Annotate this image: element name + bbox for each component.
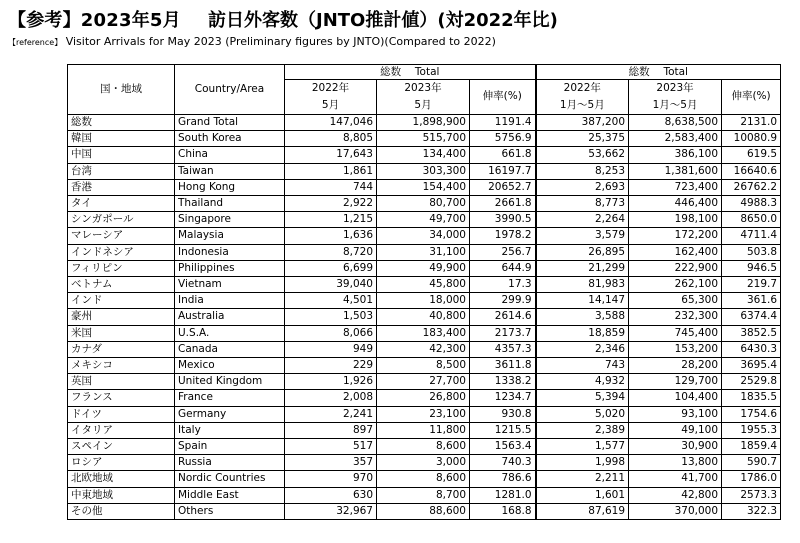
report-main-title: 訪日外客数（JNTO推計値）(対2022年比) xyxy=(208,10,558,31)
month-growth-cell: 1338.2 xyxy=(470,374,536,390)
month-2022-cell: 2,008 xyxy=(285,390,377,406)
ytd-2022-cell: 1,577 xyxy=(536,439,629,455)
month-2022-cell: 1,861 xyxy=(285,163,377,179)
month-2023-cell: 49,900 xyxy=(377,260,470,276)
report-subtitle xyxy=(8,35,496,48)
month-2023-cell: 154,400 xyxy=(377,179,470,195)
header-2023-ytd-range: 1月～5月 xyxy=(629,97,722,115)
ytd-2023-cell: 1,381,600 xyxy=(629,163,722,179)
month-growth-cell: 1978.2 xyxy=(470,228,536,244)
country-en-cell: Vietnam xyxy=(175,277,285,293)
ytd-2023-cell: 28,200 xyxy=(629,358,722,374)
header-2022-ytd-year: 2022年 xyxy=(536,80,629,98)
subtitle-text: Visitor Arrivals for May 2023 (Preliminary figures by JNTO)(Compared to 2022) xyxy=(65,35,496,48)
country-en-cell: Indonesia xyxy=(175,244,285,260)
month-growth-cell: 168.8 xyxy=(470,503,536,519)
header-2023-month-year: 2023年 xyxy=(377,80,470,98)
region-jp-cell: 中東地域 xyxy=(68,487,175,503)
region-jp-cell: スペイン xyxy=(68,439,175,455)
region-jp-cell: インドネシア xyxy=(68,244,175,260)
month-2022-cell: 517 xyxy=(285,439,377,455)
ytd-2023-cell: 129,700 xyxy=(629,374,722,390)
table-row xyxy=(68,309,781,325)
month-2022-cell: 1,215 xyxy=(285,212,377,228)
table-row xyxy=(68,260,781,276)
month-2022-cell: 6,699 xyxy=(285,260,377,276)
table-row xyxy=(68,455,781,471)
month-2022-cell: 8,720 xyxy=(285,244,377,260)
month-2022-cell: 8,066 xyxy=(285,325,377,341)
ytd-2022-cell: 21,299 xyxy=(536,260,629,276)
header-growth-ytd: 伸率(%) xyxy=(722,80,781,115)
table-row xyxy=(68,406,781,422)
ytd-2022-cell: 4,932 xyxy=(536,374,629,390)
month-growth-cell: 4357.3 xyxy=(470,341,536,357)
ytd-2023-cell: 262,100 xyxy=(629,277,722,293)
ytd-2023-cell: 723,400 xyxy=(629,179,722,195)
table-row xyxy=(68,244,781,260)
country-en-cell: Australia xyxy=(175,309,285,325)
ytd-growth-cell: 219.7 xyxy=(722,277,781,293)
ytd-growth-cell: 1754.6 xyxy=(722,406,781,422)
region-jp-cell: フランス xyxy=(68,390,175,406)
table-row xyxy=(68,212,781,228)
ytd-growth-cell: 6430.3 xyxy=(722,341,781,357)
region-jp-cell: 北欧地域 xyxy=(68,471,175,487)
report-date-title: 【参考】2023年5月 xyxy=(8,10,181,31)
country-en-cell: Italy xyxy=(175,422,285,438)
region-jp-cell: ロシア xyxy=(68,455,175,471)
table-row xyxy=(68,374,781,390)
country-en-cell: Philippines xyxy=(175,260,285,276)
country-en-cell: China xyxy=(175,147,285,163)
header-2023-ytd-year: 2023年 xyxy=(629,80,722,98)
month-growth-cell: 1215.5 xyxy=(470,422,536,438)
month-2023-cell: 8,500 xyxy=(377,358,470,374)
month-growth-cell: 299.9 xyxy=(470,293,536,309)
month-2023-cell: 23,100 xyxy=(377,406,470,422)
region-jp-cell: インド xyxy=(68,293,175,309)
country-en-cell: U.S.A. xyxy=(175,325,285,341)
month-2023-cell: 34,000 xyxy=(377,228,470,244)
month-2022-cell: 39,040 xyxy=(285,277,377,293)
ytd-2022-cell: 2,346 xyxy=(536,341,629,357)
region-jp-cell: カナダ xyxy=(68,341,175,357)
country-en-cell: Mexico xyxy=(175,358,285,374)
table-row xyxy=(68,147,781,163)
ytd-2023-cell: 172,200 xyxy=(629,228,722,244)
table-row xyxy=(68,131,781,147)
table-row xyxy=(68,277,781,293)
region-jp-cell: イタリア xyxy=(68,422,175,438)
ytd-growth-cell: 8650.0 xyxy=(722,212,781,228)
month-growth-cell: 16197.7 xyxy=(470,163,536,179)
region-jp-cell: その他 xyxy=(68,503,175,519)
ytd-2023-cell: 232,300 xyxy=(629,309,722,325)
ytd-2023-cell: 42,800 xyxy=(629,487,722,503)
region-jp-cell: マレーシア xyxy=(68,228,175,244)
ytd-2022-cell: 743 xyxy=(536,358,629,374)
month-2022-cell: 630 xyxy=(285,487,377,503)
month-growth-cell: 661.8 xyxy=(470,147,536,163)
month-2023-cell: 49,700 xyxy=(377,212,470,228)
month-2023-cell: 11,800 xyxy=(377,422,470,438)
ytd-2023-cell: 30,900 xyxy=(629,439,722,455)
ytd-growth-cell: 2573.3 xyxy=(722,487,781,503)
country-en-cell: Russia xyxy=(175,455,285,471)
header-2022-month: 5月 xyxy=(285,97,377,115)
ytd-growth-cell: 619.5 xyxy=(722,147,781,163)
region-jp-cell: 中国 xyxy=(68,147,175,163)
reference-tag: 【reference】 xyxy=(8,38,63,47)
month-growth-cell: 2614.6 xyxy=(470,309,536,325)
ytd-2023-cell: 65,300 xyxy=(629,293,722,309)
month-2023-cell: 8,600 xyxy=(377,439,470,455)
header-group-ytd: 総数 Total xyxy=(536,65,781,80)
month-growth-cell: 3990.5 xyxy=(470,212,536,228)
ytd-2023-cell: 8,638,500 xyxy=(629,115,722,131)
ytd-2022-cell: 26,895 xyxy=(536,244,629,260)
ytd-2022-cell: 387,200 xyxy=(536,115,629,131)
month-2023-cell: 8,600 xyxy=(377,471,470,487)
ytd-2023-cell: 153,200 xyxy=(629,341,722,357)
month-2022-cell: 1,926 xyxy=(285,374,377,390)
month-2023-cell: 42,300 xyxy=(377,341,470,357)
region-jp-cell: 米国 xyxy=(68,325,175,341)
ytd-2022-cell: 1,601 xyxy=(536,487,629,503)
ytd-growth-cell: 361.6 xyxy=(722,293,781,309)
ytd-2022-cell: 18,859 xyxy=(536,325,629,341)
ytd-2023-cell: 41,700 xyxy=(629,471,722,487)
month-2023-cell: 18,000 xyxy=(377,293,470,309)
month-2023-cell: 8,700 xyxy=(377,487,470,503)
month-2022-cell: 897 xyxy=(285,422,377,438)
month-2023-cell: 183,400 xyxy=(377,325,470,341)
table-row xyxy=(68,196,781,212)
month-2022-cell: 1,503 xyxy=(285,309,377,325)
country-en-cell: Singapore xyxy=(175,212,285,228)
table-row xyxy=(68,358,781,374)
ytd-growth-cell: 6374.4 xyxy=(722,309,781,325)
region-jp-cell: 総数 xyxy=(68,115,175,131)
table-row xyxy=(68,390,781,406)
month-2022-cell: 357 xyxy=(285,455,377,471)
ytd-2022-cell: 5,394 xyxy=(536,390,629,406)
month-2022-cell: 8,805 xyxy=(285,131,377,147)
ytd-2022-cell: 81,983 xyxy=(536,277,629,293)
month-2023-cell: 80,700 xyxy=(377,196,470,212)
ytd-2023-cell: 162,400 xyxy=(629,244,722,260)
month-growth-cell: 2173.7 xyxy=(470,325,536,341)
month-growth-cell: 17.3 xyxy=(470,277,536,293)
month-growth-cell: 644.9 xyxy=(470,260,536,276)
ytd-growth-cell: 1786.0 xyxy=(722,471,781,487)
ytd-2022-cell: 87,619 xyxy=(536,503,629,519)
month-2022-cell: 1,636 xyxy=(285,228,377,244)
ytd-growth-cell: 1859.4 xyxy=(722,439,781,455)
ytd-growth-cell: 946.5 xyxy=(722,260,781,276)
ytd-2023-cell: 13,800 xyxy=(629,455,722,471)
month-2023-cell: 1,898,900 xyxy=(377,115,470,131)
country-en-cell: Others xyxy=(175,503,285,519)
month-2023-cell: 26,800 xyxy=(377,390,470,406)
region-jp-cell: メキシコ xyxy=(68,358,175,374)
ytd-2022-cell: 14,147 xyxy=(536,293,629,309)
region-jp-cell: 台湾 xyxy=(68,163,175,179)
ytd-2022-cell: 8,773 xyxy=(536,196,629,212)
month-2022-cell: 229 xyxy=(285,358,377,374)
header-region-jp: 国・地域 xyxy=(68,65,175,115)
month-2022-cell: 17,643 xyxy=(285,147,377,163)
ytd-growth-cell: 322.3 xyxy=(722,503,781,519)
region-jp-cell: タイ xyxy=(68,196,175,212)
ytd-2022-cell: 2,389 xyxy=(536,422,629,438)
country-en-cell: Malaysia xyxy=(175,228,285,244)
table-row xyxy=(68,503,781,519)
country-en-cell: Taiwan xyxy=(175,163,285,179)
ytd-growth-cell: 4988.3 xyxy=(722,196,781,212)
country-en-cell: Nordic Countries xyxy=(175,471,285,487)
month-2022-cell: 2,241 xyxy=(285,406,377,422)
month-2023-cell: 515,700 xyxy=(377,131,470,147)
ytd-2023-cell: 198,100 xyxy=(629,212,722,228)
ytd-2022-cell: 53,662 xyxy=(536,147,629,163)
header-2022-ytd-range: 1月～5月 xyxy=(536,97,629,115)
month-growth-cell: 1234.7 xyxy=(470,390,536,406)
month-growth-cell: 930.8 xyxy=(470,406,536,422)
country-en-cell: Spain xyxy=(175,439,285,455)
month-growth-cell: 1563.4 xyxy=(470,439,536,455)
table-row xyxy=(68,325,781,341)
ytd-2023-cell: 93,100 xyxy=(629,406,722,422)
month-2022-cell: 4,501 xyxy=(285,293,377,309)
ytd-2023-cell: 446,400 xyxy=(629,196,722,212)
ytd-2022-cell: 3,588 xyxy=(536,309,629,325)
header-2023-month: 5月 xyxy=(377,97,470,115)
table-row xyxy=(68,471,781,487)
ytd-2023-cell: 745,400 xyxy=(629,325,722,341)
month-2022-cell: 147,046 xyxy=(285,115,377,131)
month-growth-cell: 256.7 xyxy=(470,244,536,260)
region-jp-cell: フィリピン xyxy=(68,260,175,276)
ytd-growth-cell: 590.7 xyxy=(722,455,781,471)
region-jp-cell: 香港 xyxy=(68,179,175,195)
region-jp-cell: 豪州 xyxy=(68,309,175,325)
table-row xyxy=(68,439,781,455)
month-growth-cell: 1191.4 xyxy=(470,115,536,131)
ytd-growth-cell: 3695.4 xyxy=(722,358,781,374)
region-jp-cell: 韓国 xyxy=(68,131,175,147)
table-body xyxy=(68,115,781,520)
header-country-en: Country/Area xyxy=(175,65,285,115)
ytd-2023-cell: 370,000 xyxy=(629,503,722,519)
ytd-growth-cell: 2131.0 xyxy=(722,115,781,131)
table-row xyxy=(68,115,781,131)
month-2023-cell: 45,800 xyxy=(377,277,470,293)
header-group-month: 総数 Total xyxy=(285,65,536,80)
month-2022-cell: 2,922 xyxy=(285,196,377,212)
region-jp-cell: ドイツ xyxy=(68,406,175,422)
header-2022-month-year: 2022年 xyxy=(285,80,377,98)
ytd-growth-cell: 1955.3 xyxy=(722,422,781,438)
ytd-2023-cell: 386,100 xyxy=(629,147,722,163)
ytd-2022-cell: 8,253 xyxy=(536,163,629,179)
table-row xyxy=(68,487,781,503)
table-row xyxy=(68,163,781,179)
ytd-2022-cell: 2,211 xyxy=(536,471,629,487)
month-growth-cell: 20652.7 xyxy=(470,179,536,195)
month-2023-cell: 134,400 xyxy=(377,147,470,163)
ytd-2023-cell: 2,583,400 xyxy=(629,131,722,147)
region-jp-cell: 英国 xyxy=(68,374,175,390)
ytd-growth-cell: 3852.5 xyxy=(722,325,781,341)
ytd-2022-cell: 2,264 xyxy=(536,212,629,228)
ytd-2022-cell: 2,693 xyxy=(536,179,629,195)
country-en-cell: Thailand xyxy=(175,196,285,212)
table-row xyxy=(68,422,781,438)
country-en-cell: France xyxy=(175,390,285,406)
month-growth-cell: 5756.9 xyxy=(470,131,536,147)
ytd-growth-cell: 16640.6 xyxy=(722,163,781,179)
month-2022-cell: 32,967 xyxy=(285,503,377,519)
table-row xyxy=(68,228,781,244)
ytd-2023-cell: 222,900 xyxy=(629,260,722,276)
month-2023-cell: 88,600 xyxy=(377,503,470,519)
ytd-2023-cell: 49,100 xyxy=(629,422,722,438)
ytd-growth-cell: 4711.4 xyxy=(722,228,781,244)
month-growth-cell: 3611.8 xyxy=(470,358,536,374)
month-growth-cell: 2661.8 xyxy=(470,196,536,212)
country-en-cell: Germany xyxy=(175,406,285,422)
country-en-cell: Middle East xyxy=(175,487,285,503)
ytd-2023-cell: 104,400 xyxy=(629,390,722,406)
visitor-arrivals-table xyxy=(67,64,781,520)
month-2022-cell: 744 xyxy=(285,179,377,195)
table-row xyxy=(68,179,781,195)
ytd-growth-cell: 503.8 xyxy=(722,244,781,260)
country-en-cell: United Kingdom xyxy=(175,374,285,390)
country-en-cell: Hong Kong xyxy=(175,179,285,195)
ytd-growth-cell: 2529.8 xyxy=(722,374,781,390)
header-growth-month: 伸率(%) xyxy=(470,80,536,115)
table-row xyxy=(68,341,781,357)
ytd-2022-cell: 1,998 xyxy=(536,455,629,471)
ytd-growth-cell: 26762.2 xyxy=(722,179,781,195)
ytd-2022-cell: 5,020 xyxy=(536,406,629,422)
ytd-2022-cell: 3,579 xyxy=(536,228,629,244)
month-2023-cell: 3,000 xyxy=(377,455,470,471)
month-2023-cell: 303,300 xyxy=(377,163,470,179)
month-2023-cell: 27,700 xyxy=(377,374,470,390)
country-en-cell: Canada xyxy=(175,341,285,357)
ytd-2022-cell: 25,375 xyxy=(536,131,629,147)
country-en-cell: South Korea xyxy=(175,131,285,147)
ytd-growth-cell: 1835.5 xyxy=(722,390,781,406)
month-growth-cell: 786.6 xyxy=(470,471,536,487)
ytd-growth-cell: 10080.9 xyxy=(722,131,781,147)
month-2022-cell: 949 xyxy=(285,341,377,357)
month-growth-cell: 1281.0 xyxy=(470,487,536,503)
month-2023-cell: 31,100 xyxy=(377,244,470,260)
table-row xyxy=(68,293,781,309)
region-jp-cell: シンガポール xyxy=(68,212,175,228)
month-2022-cell: 970 xyxy=(285,471,377,487)
month-growth-cell: 740.3 xyxy=(470,455,536,471)
region-jp-cell: ベトナム xyxy=(68,277,175,293)
country-en-cell: India xyxy=(175,293,285,309)
country-en-cell: Grand Total xyxy=(175,115,285,131)
month-2023-cell: 40,800 xyxy=(377,309,470,325)
